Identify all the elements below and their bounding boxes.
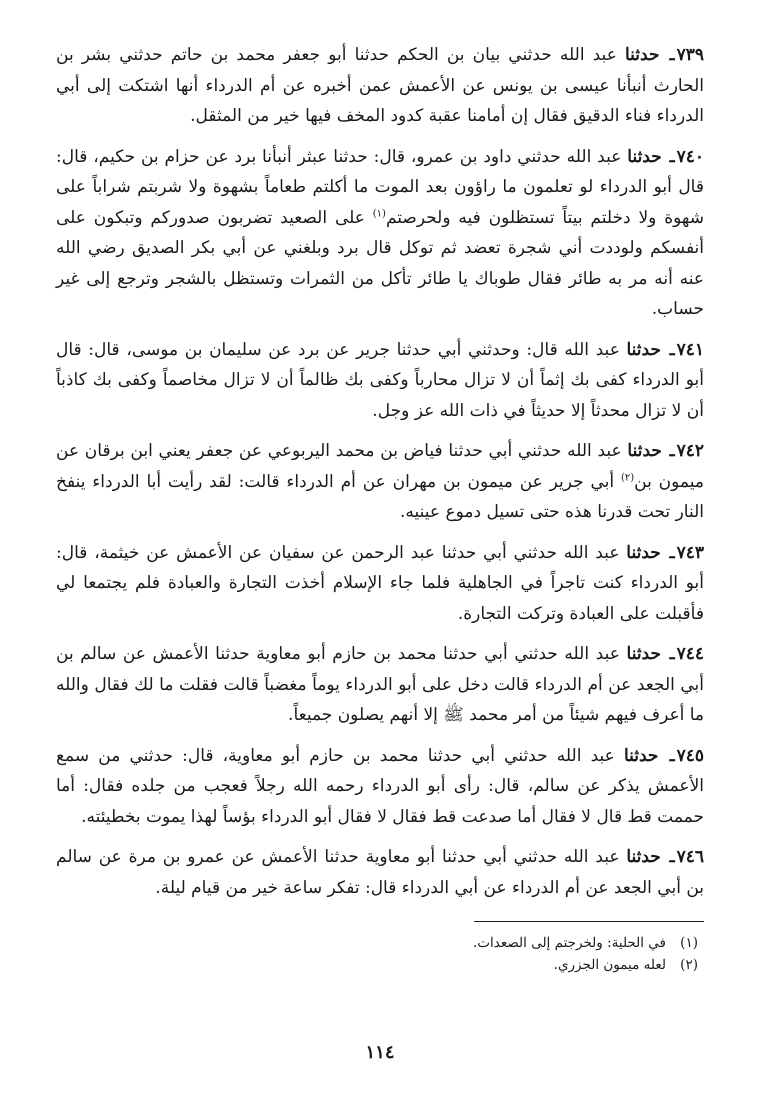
hadith-heading: حدثنا: [626, 542, 661, 563]
footnote-reference[interactable]: (٢): [620, 471, 635, 483]
hadith-text: عبد الله حدثني أبي حدثنا محمد بن حازم أبو معاوية، قال: حدثني من سمع الأعمش يذكر عن سالم، قال: رأى أبو الدرداء رحمه الله رجلاً فعجب من جلده فقال: أما حممت قط قال لا فقال أما صدعت قط فقال لا فقال أبو الدرداء بؤساً لهذا يموت بخطيئته.: [56, 745, 704, 827]
hadith-text: عبد الله حدثني داود بن عمرو، قال: حدثنا عبثر أنبأنا برد عن حزام بن حكيم، قال: قال أبو الدرداء لو تعلمون ما راؤون بعد الموت ما أكلتم طعاماً بشهوة ولا شربتم شراباً على شهوة ولا دخلتم بيتاً تستظلون فيه ولحرصتم: [56, 146, 704, 228]
hadith-744: [56, 639, 704, 731]
hadith-heading: حدثنا: [623, 745, 659, 766]
hadith-heading: حدثنا: [626, 339, 661, 360]
hadith-number: ٧٣٩: [676, 45, 704, 65]
hadith-745: [56, 741, 704, 833]
hadith-text: عبد الله حدثني بيان بن الحكم حدثنا أبو جعفر محمد بن حاتم حدثني بشر بن الحارث أنبأنا عيسى بن يونس عن الأعمش عمن أخبره عن أم الدرداء أنها اشتكت إلى أبي الدرداء فناء الدقيق فقال إن أمامنا عقبة كدود المخف فيها خير من المثقل.: [56, 45, 704, 126]
hadith-heading: حدثنا: [626, 644, 661, 664]
hadith-number: ٧٤٢: [676, 441, 705, 461]
dash-separator: ـ: [669, 441, 675, 461]
hadith-text: عبد الله حدثني أبي حدثنا فياض بن محمد اليربوعي عن جعفر يعني ابن برقان عن ميمون بن: [56, 441, 704, 492]
hadith-text: عبد الله قال: وحدثني أبي حدثنا جرير عن برد عن سليمان بن موسى، قال: قال أبو الدرداء كفى بك إثماً أن لا تزال محارباً وكفى بك ظالماً أن لا تزال مخاصماً وكفى بك كاذباً أن لا تزال محدثاً إلا حديثاً في ذات الله عز وجل.: [56, 339, 704, 421]
dash-separator: ـ: [669, 146, 675, 167]
page-number: ١١٤: [365, 1042, 395, 1063]
hadith-739: [56, 40, 704, 132]
hadith-number: ٧٤٣: [676, 542, 704, 563]
hadith-heading: حدثنا: [624, 45, 660, 65]
footnote-reference[interactable]: (١): [372, 207, 386, 219]
footnote-number: (٢): [680, 957, 698, 973]
hadith-heading: حدثنا: [627, 441, 662, 461]
hadith-text: عبد الله حدثني أبي حدثنا أبو معاوية حدثنا الأعمش عن عمرو بن مرة عن سالم بن أبي الجعد عن أم الدرداء عن أبي الدرداء قال: تفكر ساعة خير من قيام ليلة.: [56, 847, 704, 898]
hadith-number: ٧٤٤: [676, 644, 705, 664]
dash-separator: ـ: [669, 542, 675, 563]
hadith-number: ٧٤٥: [676, 745, 705, 766]
page-body: [56, 40, 704, 976]
hadith-text: عبد الله حدثني أبي حدثنا محمد بن حازم أبو معاوية حدثنا الأعمش عن سالم بن أبي الجعد عن أم الدرداء قالت دخل على أبو الدرداء يوماً مغضباً قالت فقلت ما لك فقال والله ما أعرف فيهم شيئاً من أمر محمد ﷺ إلا أنهم يصلون جميعاً.: [56, 644, 704, 725]
footnote-text: في الحلية: ولخرجتم إلى الصعدات.: [472, 935, 666, 951]
footnote-divider: [474, 921, 704, 922]
hadith-740: [56, 142, 704, 325]
footnote-2: [56, 954, 698, 976]
footnote-number: (١): [680, 935, 698, 951]
hadith-text-continued: أبي جرير عن ميمون بن مهران عن أم الدرداء قالت: لقد رأيت أبا الدرداء ينفخ النار تحت قدرنا هذه حتى تسيل دموع عينيه.: [56, 471, 704, 522]
dash-separator: ـ: [669, 45, 675, 65]
hadith-number: ٧٤٦: [676, 847, 704, 867]
hadith-heading: حدثنا: [627, 146, 662, 167]
hadith-741: [56, 335, 704, 427]
hadith-742: [56, 436, 704, 528]
hadith-text: عبد الله حدثني أبي حدثنا عبد الرحمن عن سفيان عن الأعمش عن خيثمة، قال: أبو الدرداء كنت تاجراً في الجاهلية فلما جاء الإسلام أخذت التجارة والعبادة فلم يجتمعا لي فأقبلت على العبادة وتركت التجارة.: [56, 542, 704, 624]
dash-separator: ـ: [669, 644, 675, 664]
dash-separator: ـ: [669, 745, 675, 766]
hadith-743: [56, 538, 704, 630]
footnote-1: [56, 932, 698, 954]
hadith-746: [56, 842, 704, 903]
dash-separator: ـ: [669, 339, 675, 360]
hadith-text-continued: على الصعيد تضربون صدوركم وتبكون على أنفسكم ولوددت أني شجرة تعضد ثم توكل قال برد وبلغني عن أبي بكر الصديق رضي الله عنه أنه مر به طائر فقال طوباك يا طائر تأكل من الثمرات وتستظل بالشجر وترجع إلى غير حساب.: [56, 207, 704, 319]
dash-separator: ـ: [669, 847, 675, 867]
hadith-number: ٧٤٠: [676, 146, 705, 167]
hadith-heading: حدثنا: [626, 847, 661, 867]
hadith-number: ٧٤١: [676, 339, 705, 360]
footnote-text: لعله ميمون الجزري.: [553, 957, 666, 973]
